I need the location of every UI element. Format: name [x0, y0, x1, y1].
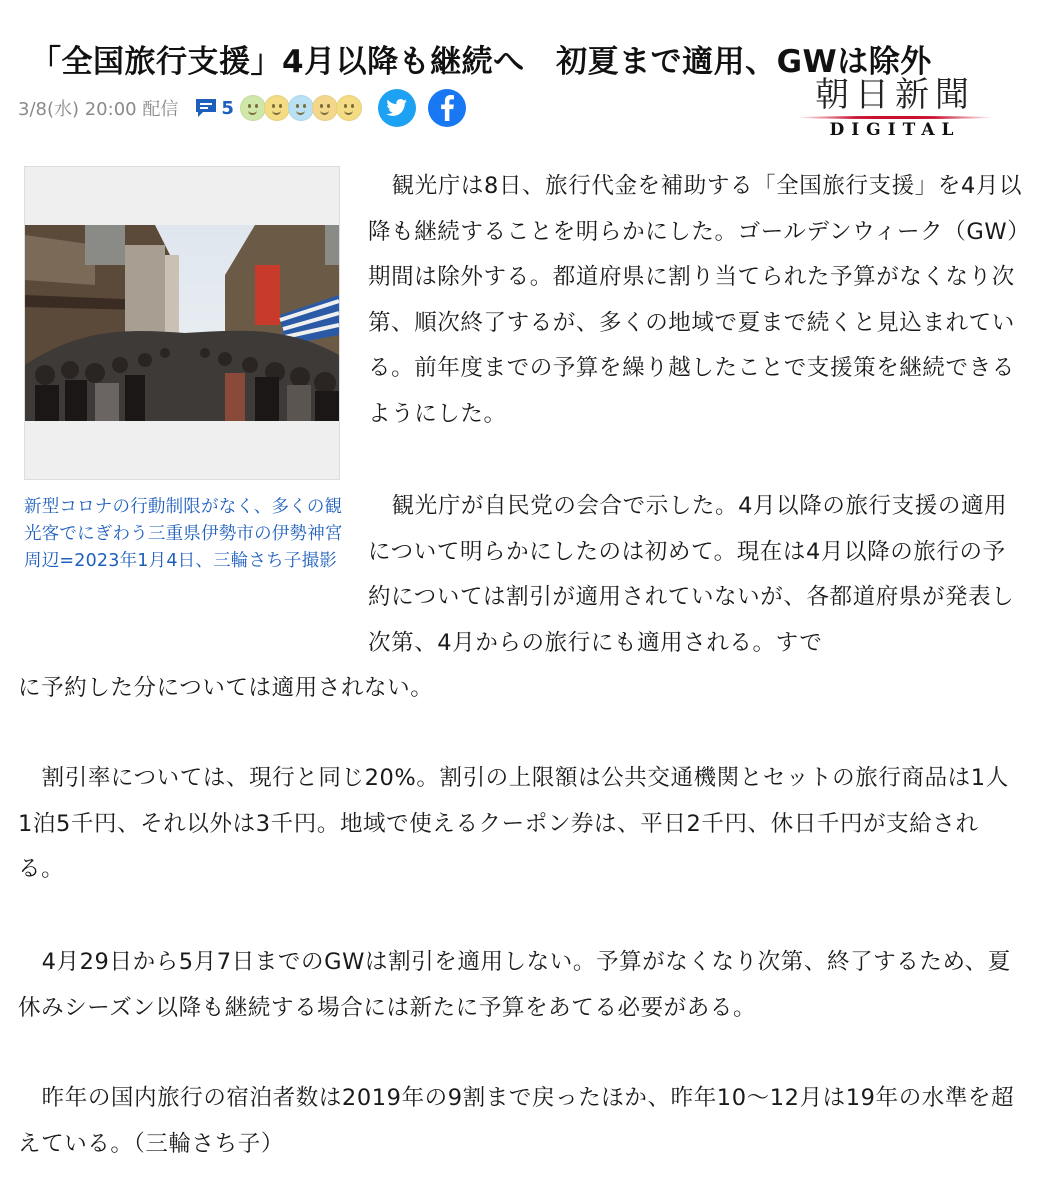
asahi-digital-logo[interactable]: [790, 74, 1000, 144]
article-paragraph: 4月29日から5月7日までのGWは割引を適用しない。予算がなくなり次第、終了するため、夏休みシーズン以降も継続する場合には新たに予算をあてる必要がある。: [18, 949, 1011, 1021]
facebook-share-button[interactable]: [428, 89, 466, 127]
article-paragraph: 観光庁が自民党の会合で示した。4月以降の旅行支援の適用について明らかにしたのは初めて。現在は4月以降の旅行の予約については割引が適用されていないが、各都道府県が発表し次第、4月からの旅行にも適用される。すで: [368, 493, 1015, 656]
reaction-faces[interactable]: [240, 95, 360, 121]
street-crowd-photo: [25, 225, 339, 421]
twitter-icon: [386, 99, 408, 117]
reaction-face-icon: [336, 95, 362, 121]
article-meta: [18, 88, 478, 128]
article-paragraph: 昨年の国内旅行の宿泊者数は2019年の9割まで戻ったほか、昨年10～12月は19年の水準を超えている。（三輪さち子）: [18, 1085, 1015, 1157]
publish-date: 3/8(水) 20:00 配信: [18, 99, 179, 120]
reaction-face-icon: [240, 95, 266, 121]
article-paragraph: 観光庁は8日、旅行代金を補助する「全国旅行支援」を4月以降も継続することを明らかにした。ゴールデンウィーク（GW）期間は除外する。都道府県に割り当てられた予算がなくなり次第、順次終了するが、多くの地域で夏まで続くと見込まれている。前年度までの予算を繰り越したことで支援策を継続できるようにした。: [368, 173, 1023, 427]
article-paragraph-continued: に予約した分については適用されない。: [18, 675, 434, 701]
reaction-face-icon: [312, 95, 338, 121]
comment-link[interactable]: [194, 97, 234, 119]
logo-sub-text: DIGITAL: [829, 120, 961, 140]
reaction-face-icon: [264, 95, 290, 121]
article-paragraph: 割引率については、現行と同じ20%。割引の上限額は公共交通機関とセットの旅行商品は1人1泊5千円、それ以外は3千円。地域で使えるクーポン券は、平日2千円、休日千円が支給される。: [18, 765, 1009, 882]
facebook-icon: [439, 95, 455, 121]
article-title: 「全国旅行支援」4月以降も継続へ 初夏まで適用、GWは除外: [30, 43, 932, 80]
comment-count: 5: [221, 97, 234, 119]
share-buttons: [378, 89, 478, 127]
logo-main-text: 朝日新聞: [815, 75, 975, 115]
article-image[interactable]: [24, 166, 340, 480]
comment-icon: [194, 97, 218, 119]
reaction-face-icon: [288, 95, 314, 121]
twitter-share-button[interactable]: [378, 89, 416, 127]
image-caption: 新型コロナの行動制限がなく、多くの観光客でにぎわう三重県伊勢市の伊勢神宮周辺=2023年1月4日、三輪さち子撮影: [24, 497, 343, 571]
